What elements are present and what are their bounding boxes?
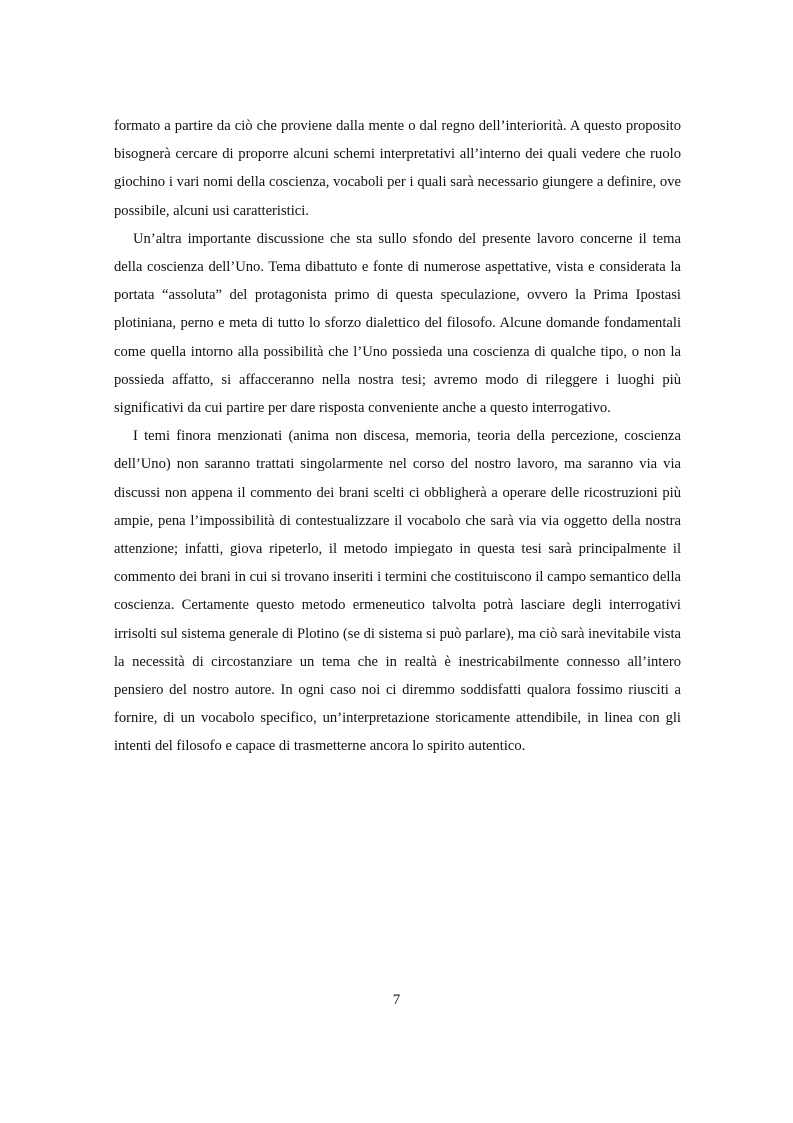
paragraph-metodo: I temi finora menzionati (anima non discesa, memoria, teoria della percezione, coscienza dell’Uno) non saranno trattati singolarmente nel corso del nostro lavoro, ma saranno via via discussi non appena il commento dei brani scelti ci obbligherà a operare delle ricostruzioni più ampie, pena l’impossibilità di contestualizzare il vocabolo che sarà via via oggetto della nostra attenzione; infatti, giova ripeterlo, il metodo impiegato in questa tesi sarà principalmente il commento dei brani in cui si trovano inseriti i termini che costituiscono il campo semantico della coscienza. Certamente questo metodo ermeneutico talvolta potrà lasciare degli interrogativi irrisolti sul sistema generale di Plotino (se di sistema si può parlare), ma ciò sarà inevitabile vista la necessità di circostanziare un tema che in realtà è inestricabilmente connesso all’intero pensiero del nostro autore. In ogni caso noi ci diremmo soddisfatti qualora fossimo riusciti a fornire, di un vocabolo specifico, un’interpretazione storicamente attendibile, in linea con gli intenti del filosofo e capace di trasmetterne ancora lo spirito autentico. xyxy=(114,428,681,755)
paragraph-coscienza-uno: Un’altra importante discussione che sta sullo sfondo del presente lavoro concerne il tema della coscienza dell’Uno. Tema dibattuto e fonte di numerose aspettative, vista e considerata la portata “assoluta” del protagonista primo di questa speculazione, ovvero la Prima Ipostasi plotiniana, perno e meta di tutto lo sforzo dialettico del filosofo. Alcune domande fondamentali come quella intorno alla possibilità che l’Uno possieda una coscienza di qualche tipo, o non la possieda affatto, si affacceranno nella nostra tesi; avremo modo di rileggere i luoghi più significativi da cui partire per dare risposta conveniente anche a questo interrogativo. xyxy=(114,230,681,417)
body-text xyxy=(114,112,681,761)
paragraph-continuation: formato a partire da ciò che proviene dalla mente o dal regno dell’interiorità. A questo proposito bisognerà cercare di proporre alcuni schemi interpretativi all’interno dei quali vedere che ruolo giochino i vari nomi della coscienza, vocaboli per i quali sarà necessario giungere a definire, ove possibile, alcuni usi caratteristici. xyxy=(114,118,681,219)
page-number: 7 xyxy=(392,992,401,1008)
